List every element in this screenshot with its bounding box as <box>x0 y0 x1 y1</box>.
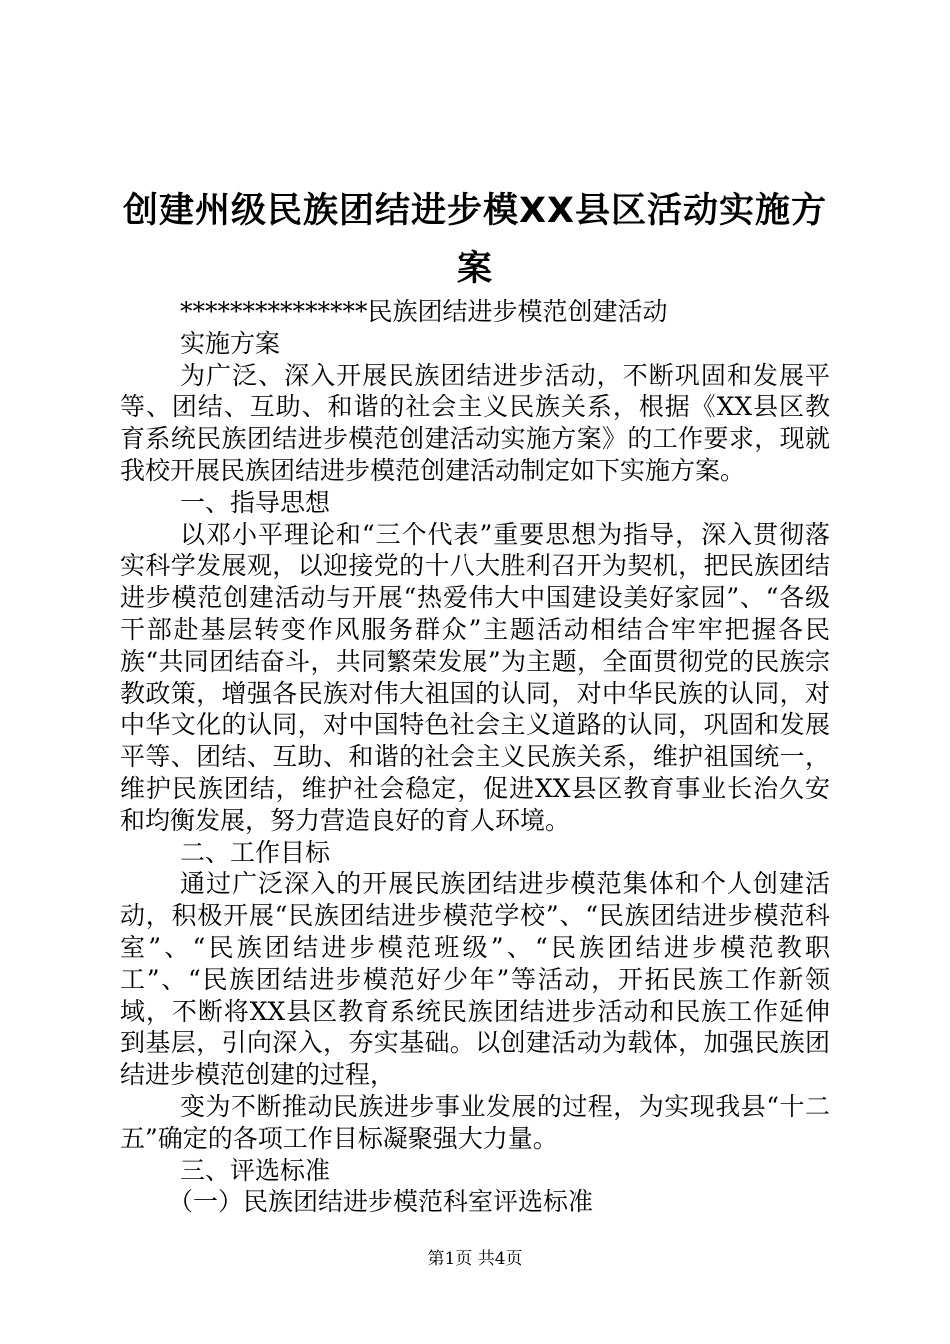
section-heading-selection-criteria: 三、评选标准 <box>180 1155 331 1185</box>
paragraph-heading-line-1: ***************民族团结进步模范创建活动 <box>180 297 668 326</box>
paragraph-intro: 为广泛、深入开展民族团结进步活动，不断巩固和发展平等、团结、互助、和谐的社会主义民族关系，根据《XX县区教育系统民族团结进步模范创建活动实施方案》的工作要求，现就我校开展民族团结进步模范创建活动制定如下实施方案。 <box>120 360 830 485</box>
section-heading-work-goals: 二、工作目标 <box>180 837 331 867</box>
paragraph-heading-line-2: 实施方案 <box>180 328 281 358</box>
document-title: 创建州级民族团结进步模XX县区活动实施方案 <box>123 191 827 289</box>
page-footer: 第1页 共4页 <box>427 1249 523 1269</box>
paragraph-work-goals-continued: 变为不断推动民族进步事业发展的过程，为实现我县“十二五”确定的各项工作目标凝聚强大力量。 <box>120 1091 830 1153</box>
document-body <box>120 296 830 1218</box>
section-heading-guiding-ideology: 一、指导思想 <box>180 487 331 517</box>
subsection-heading-department-criteria: （一）民族团结进步模范科室评选标准 <box>168 1187 594 1217</box>
paragraph-guiding-ideology: 以邓小平理论和“三个代表”重要思想为指导，深入贯彻落实科学发展观，以迎接党的十八大胜利召开为契机，把民族团结进步模范创建活动与开展“热爱伟大中国建设美好家园”、“各级干部赴基层转变作风服务群众”主题活动相结合牢牢把握各民族“共同团结奋斗，共同繁荣发展”为主题，全面贯彻党的民族宗教政策，增强各民族对伟大祖国的认同，对中华民族的认同，对中华文化的认同，对中国特色社会主义道路的认同，巩固和发展平等、团结、互助、和谐的社会主义民族关系，维护祖国统一，维护民族团结，维护社会稳定，促进XX县区教育事业长治久安和均衡发展，努力营造良好的育人环境。 <box>120 519 830 835</box>
paragraph-work-goals: 通过广泛深入的开展民族团结进步模范集体和个人创建活动，积极开展“民族团结进步模范学校”、“民族团结进步模范科室”、“民族团结进步模范班级”、“民族团结进步模范教职工”、“民族团结进步模范好少年”等活动，开拓民族工作新领域，不断将XX县区教育系统民族团结进步活动和民族工作延伸到基层，引向深入，夯实基础。以创建活动为载体，加强民族团结进步模范创建的过程， <box>120 869 830 1090</box>
